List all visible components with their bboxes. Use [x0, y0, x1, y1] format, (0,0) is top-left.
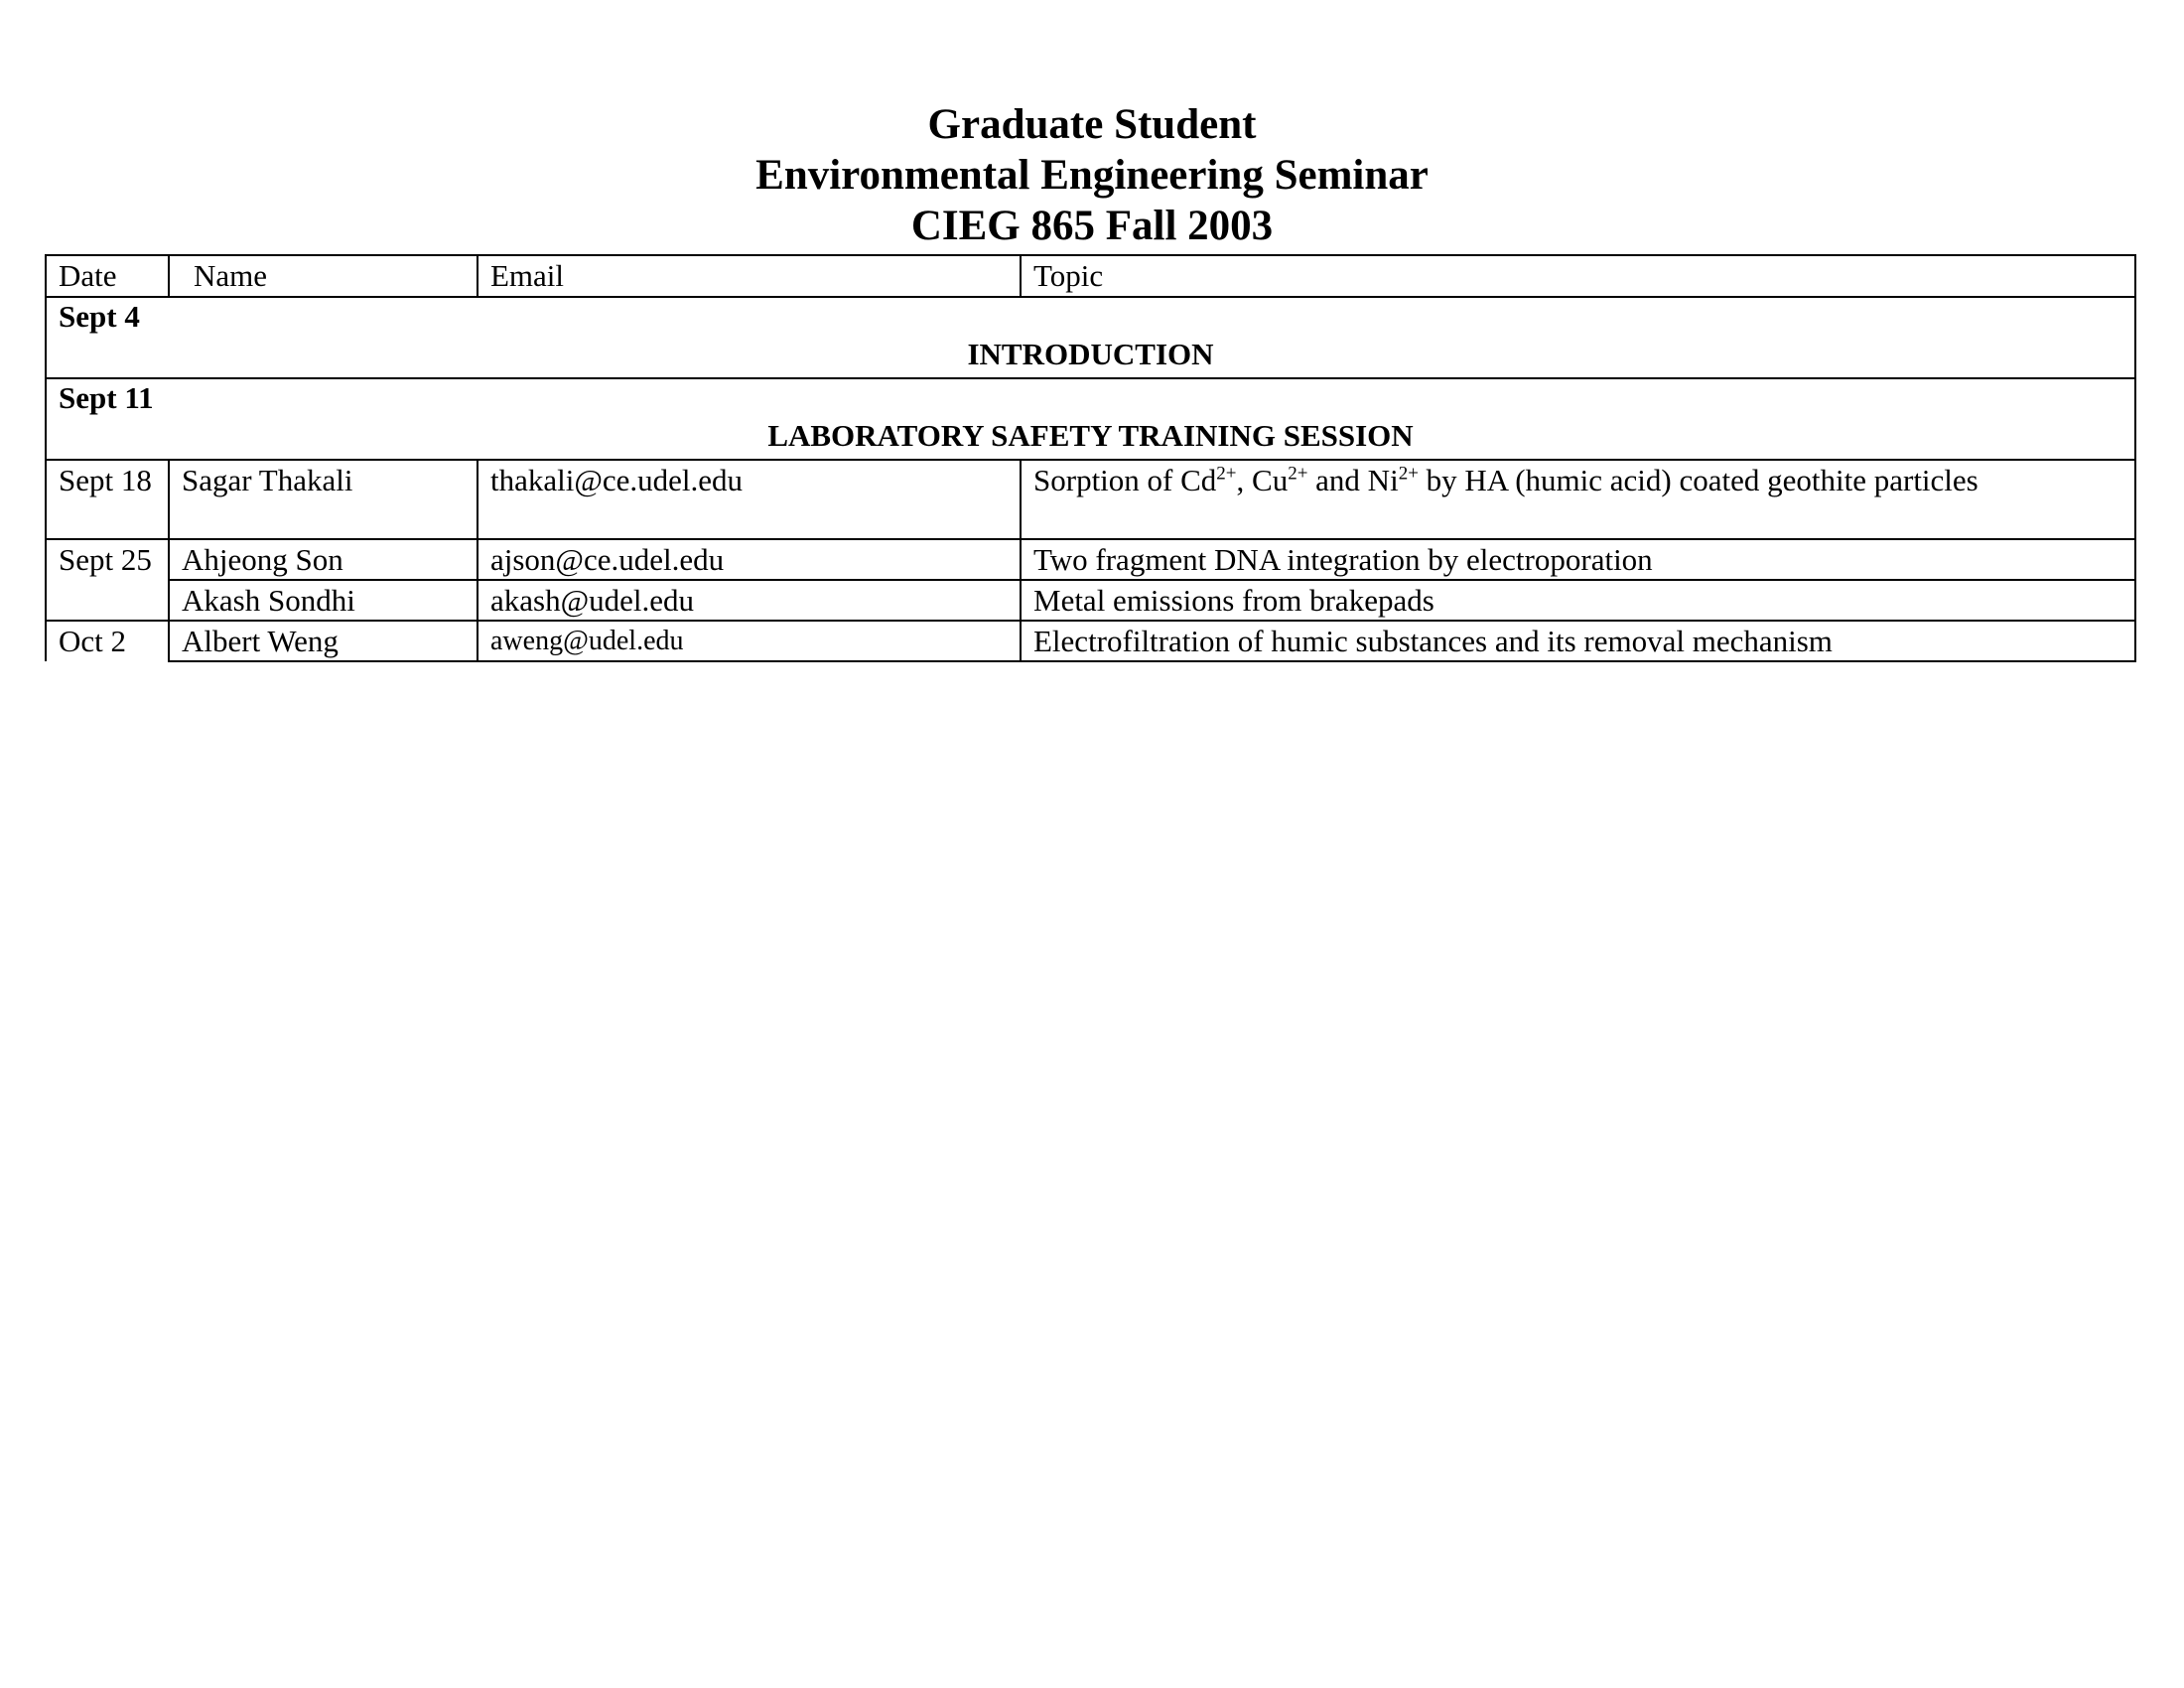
charge-superscript: 2+: [1288, 463, 1308, 485]
row-date: Sept 18: [46, 460, 169, 539]
row-email: akash@udel.edu: [478, 580, 1021, 621]
row-topic: Metal emissions from brakepads: [1021, 580, 2135, 621]
table-header-row: [46, 255, 2135, 297]
row-name: Akash Sondhi: [169, 580, 478, 621]
special-row-safety-training: [46, 378, 2135, 460]
header-topic: Topic: [1021, 255, 2135, 297]
table-row: [46, 539, 2135, 580]
header-name: Name: [169, 255, 478, 297]
topic-text: , Cu: [1236, 463, 1289, 497]
title-line-2: Environmental Engineering Seminar: [755, 152, 1429, 199]
header-date: Date: [46, 255, 169, 297]
row-topic: Electrofiltration of humic substances and its removal mechanism: [1021, 621, 2135, 661]
special-row-introduction: [46, 297, 2135, 378]
special-cell: [46, 378, 2135, 460]
row-topic: [1021, 460, 2135, 539]
special-title: LABORATORY SAFETY TRAINING SESSION: [767, 418, 1414, 453]
charge-superscript: 2+: [1216, 463, 1237, 485]
row-email: thakali@ce.udel.edu: [478, 460, 1021, 539]
special-cell: [46, 297, 2135, 378]
document-title: [0, 99, 2184, 251]
topic-text: and Ni: [1307, 463, 1399, 497]
topic-text: by HA (humic acid) coated geothite particles: [1418, 463, 1979, 497]
charge-superscript: 2+: [1398, 463, 1419, 485]
header-email: Email: [478, 255, 1021, 297]
row-name: Ahjeong Son: [169, 539, 478, 580]
row-email: aweng@udel.edu: [478, 621, 1021, 661]
special-title: INTRODUCTION: [967, 337, 1214, 371]
title-line-3: CIEG 865 Fall 2003: [910, 203, 1274, 249]
row-name: Albert Weng: [169, 621, 478, 661]
table-row: [46, 460, 2135, 539]
special-date: Sept 4: [59, 299, 140, 334]
row-email: ajson@ce.udel.edu: [478, 539, 1021, 580]
table-row: [46, 580, 2135, 621]
topic-text: Sorption of Cd: [1033, 463, 1217, 497]
table-row: [46, 621, 2135, 661]
seminar-schedule-table: [45, 254, 2136, 662]
title-line-1: Graduate Student: [927, 101, 1257, 148]
row-date: Oct 2: [46, 621, 169, 661]
row-date: Sept 25: [46, 539, 169, 621]
row-topic: Two fragment DNA integration by electroporation: [1021, 539, 2135, 580]
special-date: Sept 11: [59, 380, 154, 415]
row-name: Sagar Thakali: [169, 460, 478, 539]
